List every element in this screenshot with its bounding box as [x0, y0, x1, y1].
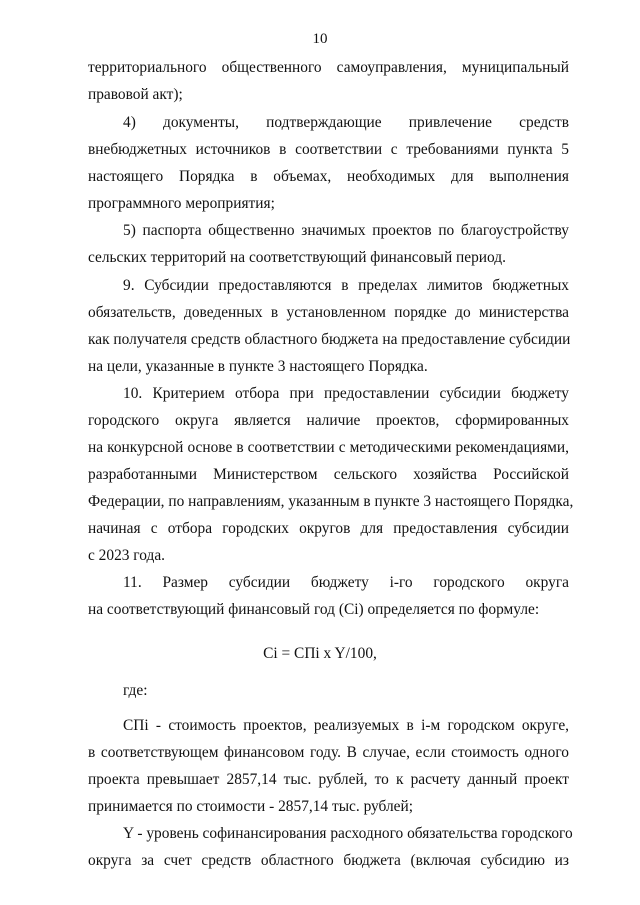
text-line: Y - уровень софинансирования расходного обязательства городского [123, 825, 573, 842]
text-line: начиная с отбора городских округов для предоставления субсидии [88, 520, 569, 537]
text-line: на соответствующий финансовый год (Ci) определяется по формуле: [88, 601, 540, 618]
text-line: сельских территорий на соответствующий финансовый период. [88, 249, 506, 266]
text-line: территориального общественного самоуправления, муниципальный [88, 59, 569, 76]
text-line: обязательств, доведенных в установленном порядке до министерства [88, 304, 569, 321]
text-line: 9. Субсидии предоставляются в пределах лимитов бюджетных [123, 277, 569, 294]
text-line: округа за счет средств областного бюджета (включая субсидию из [88, 852, 569, 869]
page-number: 10 [312, 31, 328, 47]
text-line: настоящего Порядка в объемах, необходимых для выполнения [88, 168, 569, 185]
text-line: проекта превышает 2857,14 тыс. рублей, то к расчету данный проект [88, 771, 569, 788]
text-line: в соответствующем финансовом году. В случае, если стоимость одного [88, 744, 569, 761]
text-line: на конкурсной основе в соответствии с методическими рекомендациями, [88, 439, 569, 456]
text-line: принимается по стоимости - 2857,14 тыс. рублей; [88, 798, 414, 815]
text-line: 4) документы, подтверждающие привлечение средств [123, 114, 569, 131]
text-line: 10. Критерием отбора при предоставлении субсидии бюджету [123, 385, 569, 402]
text-line: городского округа является наличие проектов, сформированных [88, 412, 569, 429]
text-line: правовой акт); [88, 86, 183, 103]
text-line: на цели, указанные в пункте 3 настоящего Порядка. [88, 358, 428, 375]
text-line: разработанными Министерством сельского хозяйства Российской [88, 466, 569, 483]
text-line: 11. Размер субсидии бюджету i-го городского округа [123, 574, 569, 591]
text-line: внебюджетных источников в соответствии с требованиями пункта 5 [88, 141, 569, 158]
text-line: Федерации, по направлениям, указанным в пункте 3 настоящего Порядка, [88, 493, 574, 510]
text-line: как получателя средств областного бюджета на предоставление субсидии [88, 331, 571, 348]
formula: Ci = СПi x Y/100, [263, 645, 377, 662]
text-line: где: [123, 682, 148, 699]
text-line: программного мероприятия; [88, 195, 275, 212]
text-line: 5) паспорта общественно значимых проектов по благоустройству [123, 222, 569, 239]
text-line: с 2023 года. [88, 547, 165, 564]
text-line: СПi - стоимость проектов, реализуемых в i-м городском округе, [123, 717, 569, 734]
